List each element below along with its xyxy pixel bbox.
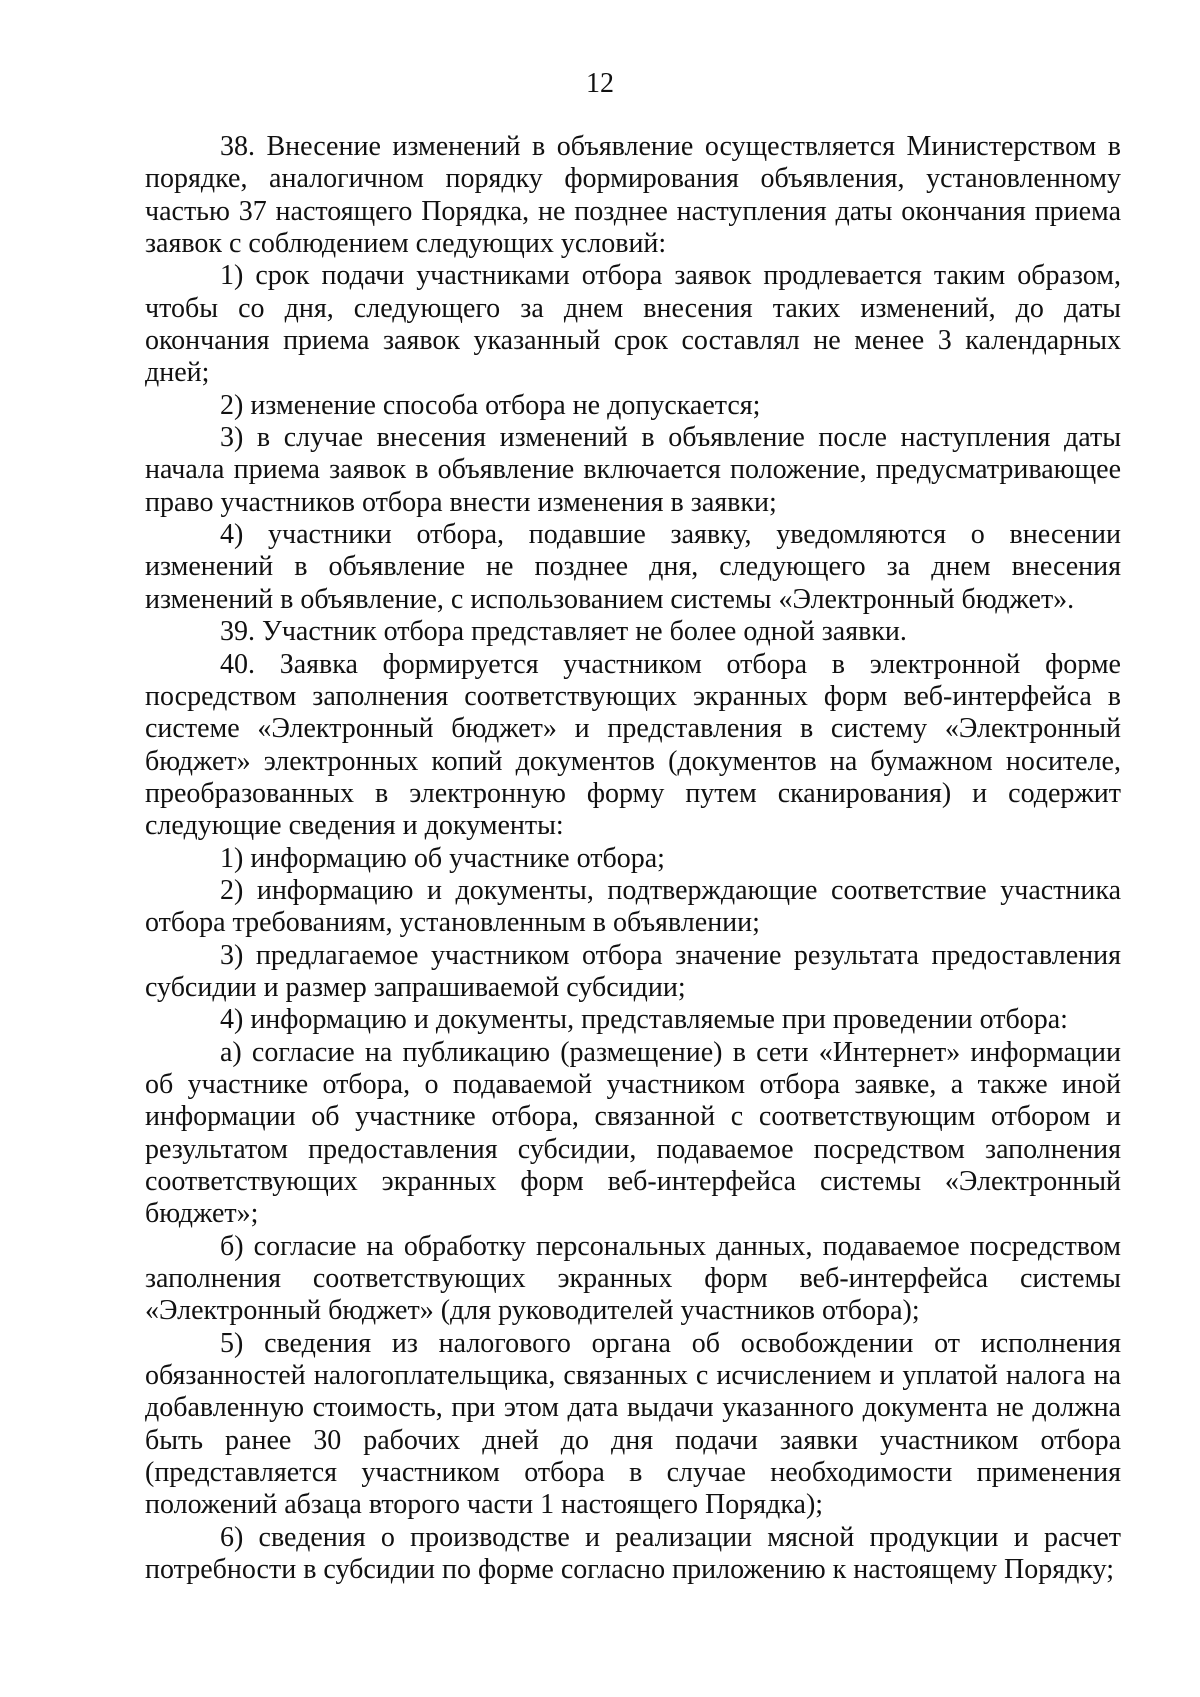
- paragraph-40-item-6: 6) сведения о производстве и реализации мясной продукции и расчет потребности в субсидии по форме согласно приложению к настоящему Порядку;: [145, 1521, 1121, 1586]
- paragraph-40-item-5: 5) сведения из налогового органа об освобождении от исполнения обязанностей налогоплательщика, связанных с исчислением и уплатой налога на добавленную стоимость, при этом дата выдачи указанного документа не должна быть ранее 30 рабочих дней до дня подачи заявки участником отбора (представляется участником отбора в случае необходимости применения положений абзаца второго части 1 настоящего Порядка);: [145, 1327, 1121, 1521]
- paragraph-40-item-3: 3) предлагаемое участником отбора значение результата предоставления субсидии и размер запрашиваемой субсидии;: [145, 939, 1121, 1003]
- paragraph-40-item-1: 1) информацию об участнике отбора;: [220, 842, 665, 874]
- paragraph-38-item-4: 4) участники отбора, подавшие заявку, уведомляются о внесении изменений в объявление не позднее дня, следующего за днем внесения изменений в объявление, с использованием системы «Электронный бюджет».: [145, 519, 1121, 615]
- paragraph-40-item-2: 2) информацию и документы, подтверждающие соответствие участника отбора требованиям, установленным в объявлении;: [145, 874, 1121, 939]
- paragraph-40-item-4: 4) информацию и документы, представляемые при проведении отбора:: [220, 1004, 1068, 1036]
- paragraph-38-item-3: 3) в случае внесения изменений в объявление после наступления даты начала приема заявок в объявление включается положение, предусматривающее право участников отбора внести изменения в заявки;: [145, 422, 1121, 518]
- paragraph-38: 38. Внесение изменений в объявление осуществляется Министерством в порядке, аналогичном порядку формирования объявления, установленному частью 37 настоящего Порядка, не позднее наступления даты окончания приема заявок с соблюдением следующих условий:: [145, 131, 1121, 260]
- paragraph-39: 39. Участник отбора представляет не более одной заявки.: [220, 616, 907, 648]
- paragraph-40-item-4a: а) согласие на публикацию (размещение) в сети «Интернет» информации об участнике отбора, о подаваемой участником отбора заявке, а также иной информации об участнике отбора, связанной с соответствующим отбором и результатом предоставления субсидии, подаваемое посредством заполнения соответствующих экранных форм веб-интерфейса системы «Электронный бюджет»;: [145, 1036, 1121, 1230]
- paragraph-40: 40. Заявка формируется участником отбора в электронной форме посредством заполнения соответствующих экранных форм веб-интерфейса в системе «Электронный бюджет» и представления в систему «Электронный бюджет» электронных копий документов (документов на бумажном носителе, преобразованных в электронную форму путем сканирования) и содержит следующие сведения и документы:: [145, 648, 1121, 842]
- page-number: 12: [586, 68, 614, 99]
- paragraph-38-item-1: 1) срок подачи участниками отбора заявок продлевается таким образом, чтобы со дня, следующего за днем внесения таких изменений, до даты окончания приема заявок указанный срок составлял не менее 3 календарных дней;: [145, 260, 1121, 389]
- paragraph-40-item-4b: б) согласие на обработку персональных данных, подаваемое посредством заполнения соответствующих экранных форм веб-интерфейса системы «Электронный бюджет» (для руководителей участников отбора);: [145, 1230, 1121, 1327]
- document-body: [145, 131, 1121, 1586]
- paragraph-38-item-2: 2) изменение способа отбора не допускается;: [220, 389, 761, 421]
